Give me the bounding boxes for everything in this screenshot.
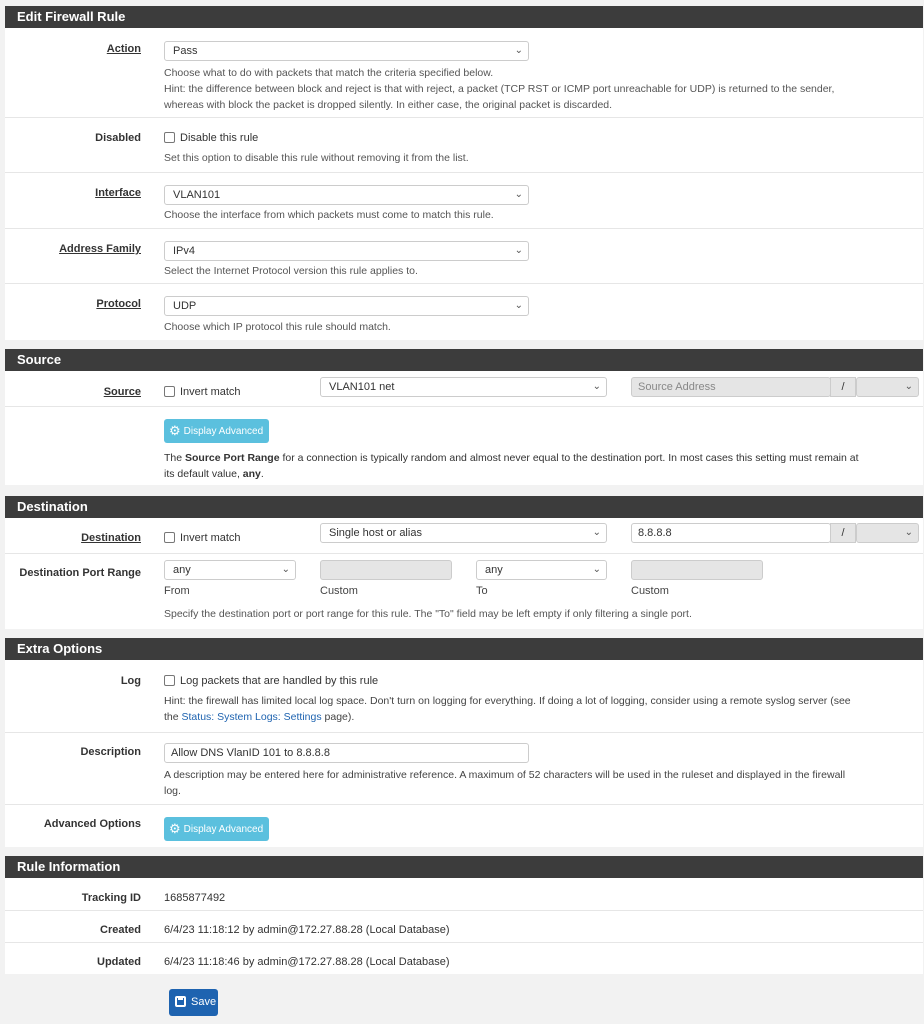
protocol-row (5, 283, 923, 340)
disable-rule-checkbox[interactable] (164, 131, 258, 145)
description-help-line: A description may be entered here for administrative reference. A maximum of 52 characters will be used in the ruleset and displayed in the firewall (164, 769, 846, 781)
description-help (164, 767, 845, 799)
log-help-line: Hint: the firewall has limited local log space. Don't turn on logging for everything. If doing a lot of logging, consider using a remote syslog server (see (164, 695, 851, 707)
disabled-help: Set this option to disable this rule without removing it from the list. (164, 152, 469, 164)
action-help (164, 65, 834, 113)
advanced-options-display-advanced-button[interactable] (164, 817, 269, 841)
checkbox-box[interactable] (164, 132, 175, 143)
chevron-down-icon: ⌄ (514, 300, 523, 311)
description-row (5, 732, 923, 804)
rule-information-heading: Rule Information (5, 856, 923, 878)
description-input[interactable] (164, 743, 529, 763)
source-port-help (164, 450, 859, 482)
source-port-help-line (164, 466, 859, 482)
edit-rule-panel (5, 6, 923, 340)
action-row (5, 28, 923, 117)
source-help-mid: for a connection is typically random and almost never equal to the destination port. In most cases this setting must remain at (279, 452, 859, 464)
interface-label: Interface (95, 187, 141, 199)
log-label: Log (120, 675, 141, 687)
rule-information-panel (5, 856, 923, 974)
protocol-value: UDP (173, 300, 197, 312)
destination-invert-checkbox[interactable] (164, 531, 241, 545)
source-invert-text: Invert match (180, 386, 241, 398)
destination-port-from-value: any (173, 564, 191, 576)
destination-mask-select[interactable] (856, 523, 919, 543)
action-help-line: Choose what to do with packets that match the criteria specified below. (164, 67, 494, 79)
destination-label: Destination (81, 532, 141, 544)
source-advanced-row (5, 406, 923, 485)
destination-port-row (5, 553, 923, 629)
created-label: Created (100, 924, 141, 936)
destination-port-range-label: Destination Port Range (19, 567, 141, 579)
source-help-line2-bold: any (242, 468, 261, 480)
interface-help: Choose the interface from which packets must come to match this rule. (164, 209, 494, 221)
advanced-options-display-advanced-text: Display Advanced (183, 824, 264, 835)
floppy-disk-icon (175, 996, 186, 1007)
log-help (164, 693, 851, 725)
log-packets-text: Log packets that are handled by this rule (180, 675, 379, 687)
destination-port-to-select[interactable] (476, 560, 607, 580)
source-help-line2-pre: its default value, (164, 468, 243, 480)
from-caption: From (164, 585, 190, 597)
destination-port-help: Specify the destination port or port range for this rule. The "To" field may be left empty if only filtering a single port. (164, 608, 692, 620)
interface-select[interactable] (164, 185, 529, 205)
destination-address-value: 8.8.8.8 (638, 527, 672, 539)
action-label: Action (106, 43, 141, 55)
source-display-advanced-button[interactable] (164, 419, 269, 443)
checkbox-box[interactable] (164, 675, 175, 686)
disable-rule-text: Disable this rule (180, 132, 259, 144)
log-packets-checkbox[interactable] (164, 674, 378, 688)
source-heading: Source (5, 349, 923, 371)
action-select[interactable] (164, 41, 529, 61)
address-family-label: Address Family (59, 243, 141, 255)
created-row (5, 910, 923, 942)
action-help-line: Hint: the difference between block and reject is that with reject, a packet (TCP RST or ICMP port unreachable for UDP) is returned to the sender, (164, 83, 835, 95)
updated-row (5, 942, 923, 974)
log-help-end: page). (321, 711, 355, 723)
system-logs-settings-link[interactable]: Status: System Logs: Settings (181, 711, 322, 723)
source-row (5, 371, 923, 406)
chevron-down-icon: ⌄ (514, 245, 523, 256)
source-help-bold: Source Port Range (185, 452, 280, 464)
updated-value: 6/4/23 11:18:46 by admin@172.27.88.28 (Local Database) (164, 956, 450, 968)
source-port-help-line (164, 450, 859, 466)
source-address-placeholder: Source Address (638, 381, 716, 393)
destination-invert-text: Invert match (180, 532, 241, 544)
gear-icon: ⚙ (169, 821, 181, 836)
destination-port-from-custom-input[interactable] (320, 560, 452, 580)
description-help-line: log. (164, 785, 181, 797)
interface-value: VLAN101 (173, 189, 221, 201)
protocol-select[interactable] (164, 296, 529, 316)
destination-type-select[interactable] (320, 523, 607, 543)
address-family-select[interactable] (164, 241, 529, 261)
log-help-line (164, 709, 851, 725)
destination-panel (5, 496, 923, 629)
destination-port-to-value: any (485, 564, 503, 576)
log-help-pre: the (164, 711, 182, 723)
chevron-down-icon: ⌄ (904, 381, 913, 392)
chevron-down-icon: ⌄ (592, 527, 601, 538)
protocol-label: Protocol (96, 298, 141, 310)
source-invert-checkbox[interactable] (164, 385, 241, 399)
chevron-down-icon: ⌄ (514, 189, 523, 200)
protocol-help: Choose which IP protocol this rule should match. (164, 321, 391, 333)
address-family-row (5, 228, 923, 283)
checkbox-box[interactable] (164, 386, 175, 397)
destination-type-value: Single host or alias (329, 527, 422, 539)
chevron-down-icon: ⌄ (592, 564, 601, 575)
source-address-input[interactable] (631, 377, 831, 397)
destination-row (5, 518, 923, 553)
address-family-value: IPv4 (173, 245, 196, 257)
extra-options-panel (5, 638, 923, 847)
destination-heading: Destination (5, 496, 923, 518)
source-type-value: VLAN101 net (329, 381, 395, 393)
destination-mask-separator: / (830, 523, 856, 543)
created-value: 6/4/23 11:18:12 by admin@172.27.88.28 (Local Database) (164, 924, 450, 936)
action-value: Pass (173, 45, 198, 57)
source-help-line2-end: . (260, 468, 264, 480)
source-label: Source (103, 386, 141, 398)
custom-caption: Custom (631, 585, 669, 597)
custom-caption: Custom (320, 585, 358, 597)
destination-port-to-custom-input[interactable] (631, 560, 763, 580)
edit-rule-heading: Edit Firewall Rule (5, 6, 923, 28)
action-help-line: whereas with block the packet is dropped silently. In either case, the original packet is discarded. (164, 99, 613, 111)
to-caption: To (476, 585, 488, 597)
checkbox-box[interactable] (164, 532, 175, 543)
description-label: Description (80, 746, 141, 758)
source-display-advanced-text: Display Advanced (183, 426, 264, 437)
interface-row (5, 172, 923, 228)
disabled-label: Disabled (95, 132, 141, 144)
extra-options-heading: Extra Options (5, 638, 923, 660)
chevron-down-icon: ⌄ (281, 564, 290, 575)
source-mask-select[interactable] (856, 377, 919, 397)
destination-port-from-select[interactable] (164, 560, 296, 580)
tracking-id-row (5, 878, 923, 910)
advanced-options-row (5, 804, 923, 847)
updated-label: Updated (97, 956, 141, 968)
log-row (5, 660, 923, 732)
gear-icon: ⚙ (169, 423, 181, 438)
disabled-row (5, 117, 923, 172)
save-button[interactable] (169, 989, 218, 1016)
source-panel (5, 349, 923, 485)
save-button-label: Save (191, 996, 217, 1008)
description-value: Allow DNS VlanID 101 to 8.8.8.8 (171, 747, 330, 759)
chevron-down-icon: ⌄ (904, 527, 913, 538)
chevron-down-icon: ⌄ (514, 45, 523, 56)
destination-address-input[interactable] (631, 523, 831, 543)
address-family-help: Select the Internet Protocol version this rule applies to. (164, 265, 418, 277)
source-help-pre: The (164, 452, 186, 464)
chevron-down-icon: ⌄ (592, 381, 601, 392)
tracking-id-value: 1685877492 (164, 892, 226, 904)
source-mask-separator: / (830, 377, 856, 397)
tracking-id-label: Tracking ID (81, 892, 141, 904)
advanced-options-label: Advanced Options (43, 818, 141, 830)
source-type-select[interactable] (320, 377, 607, 397)
